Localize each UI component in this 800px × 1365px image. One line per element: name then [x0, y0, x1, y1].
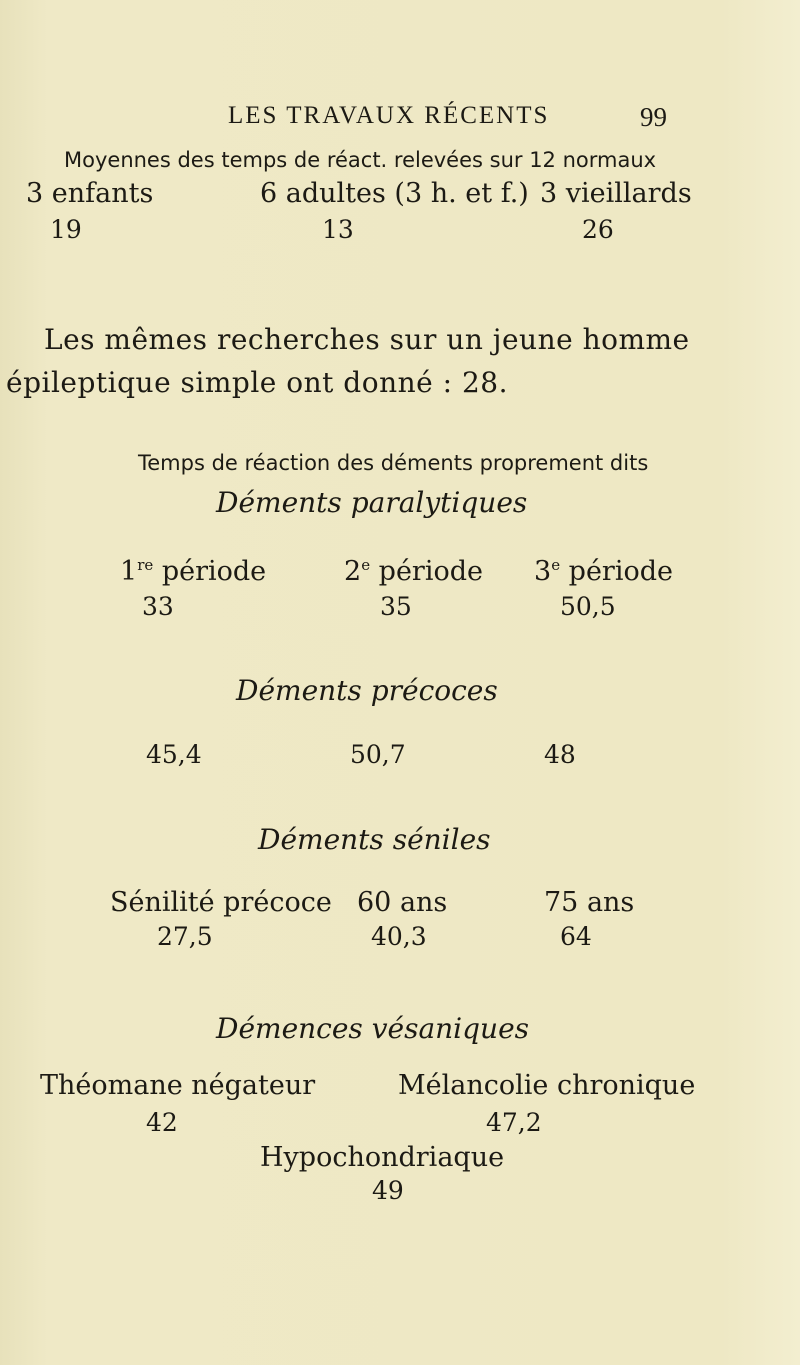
- paragraph-line-2: épileptique simple ont donné : 28.: [6, 366, 508, 399]
- dements-caption: Temps de réaction des déments proprement dits: [138, 451, 649, 475]
- seniles-value-1: 27,5: [157, 922, 213, 951]
- periode-2-number: 2: [344, 556, 362, 587]
- seniles-label-75: 75 ans: [544, 887, 635, 918]
- paralytiques-value-1: 33: [142, 592, 174, 621]
- seniles-label-60: 60 ans: [357, 887, 448, 918]
- paralytiques-value-3: 50,5: [560, 592, 616, 621]
- vesaniques-value-melancolie: 47,2: [486, 1108, 542, 1137]
- vesaniques-value-theomane: 42: [146, 1108, 178, 1137]
- precoces-value-2: 50,7: [350, 740, 406, 769]
- periode-1-ordinal: re: [137, 556, 154, 574]
- vesaniques-label-theomane: Théomane négateur: [40, 1070, 316, 1101]
- normaux-value-enfants: 19: [50, 215, 82, 244]
- running-title: LES TRAVAUX RÉCENTS: [228, 102, 550, 129]
- periode-1-word: période: [153, 556, 267, 587]
- seniles-value-3: 64: [560, 922, 592, 951]
- periode-1-label: [120, 556, 266, 587]
- vesaniques-value-hypochondriaque: 49: [372, 1176, 404, 1205]
- section-heading-seniles: Déments séniles: [258, 823, 491, 856]
- periode-3-number: 3: [534, 556, 552, 587]
- paragraph-line-1: Les mêmes recherches sur un jeune homme: [44, 323, 690, 356]
- periode-2-label: [344, 556, 483, 587]
- periode-2-word: période: [370, 556, 483, 587]
- section-heading-paralytiques: Déments paralytiques: [216, 486, 528, 519]
- seniles-label-precoce: Sénilité précoce: [110, 887, 332, 918]
- normaux-caption: Moyennes des temps de réact. relevées sur 12 normaux: [64, 148, 657, 172]
- vesaniques-label-melancolie: Mélancolie chronique: [398, 1070, 696, 1101]
- precoces-value-3: 48: [544, 740, 576, 769]
- paralytiques-value-2: 35: [380, 592, 412, 621]
- normaux-value-adultes: 13: [322, 215, 354, 244]
- section-heading-precoces: Déments précoces: [236, 674, 498, 707]
- periode-3-label: [534, 556, 673, 587]
- normaux-label-adultes: 6 adultes (3 h. et f.): [260, 178, 529, 209]
- periode-3-word: période: [560, 556, 673, 587]
- seniles-value-2: 40,3: [371, 922, 427, 951]
- normaux-label-enfants: 3 enfants: [26, 178, 154, 209]
- page-number: 99: [640, 102, 667, 132]
- normaux-label-vieillards: 3 vieillards: [540, 178, 692, 209]
- vesaniques-label-hypochondriaque: Hypochondriaque: [260, 1142, 505, 1173]
- precoces-value-1: 45,4: [146, 740, 202, 769]
- periode-3-ordinal: e: [551, 556, 561, 574]
- normaux-value-vieillards: 26: [582, 215, 614, 244]
- periode-2-ordinal: e: [361, 556, 371, 574]
- periode-1-number: 1: [120, 556, 138, 587]
- section-heading-vesaniques: Démences vésaniques: [216, 1012, 530, 1045]
